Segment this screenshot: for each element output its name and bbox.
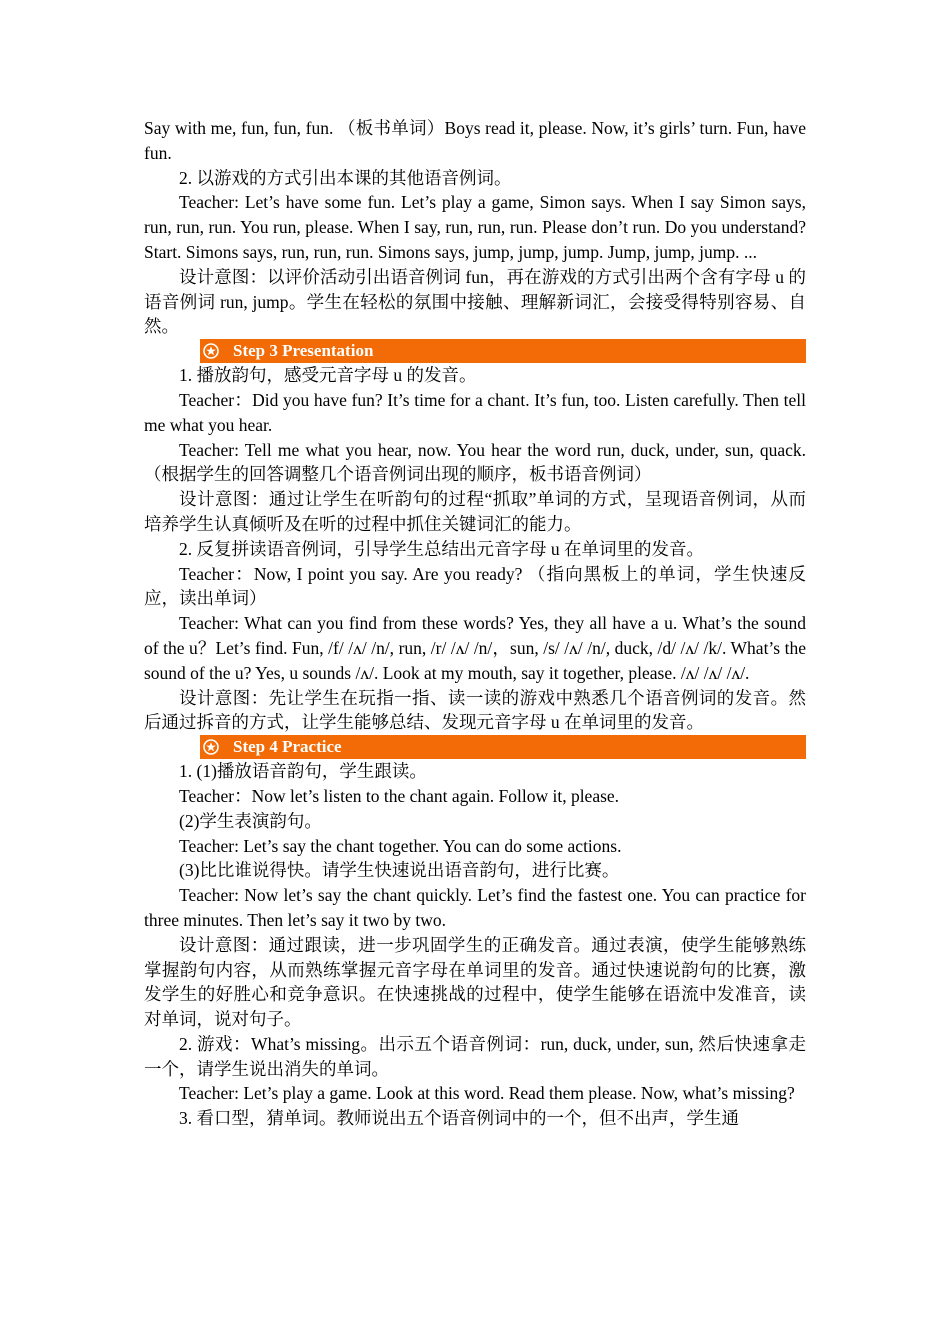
step-4-label: Step 4 Practice xyxy=(233,737,342,757)
paragraph: Teacher: Let’s play a game. Look at this word. Read them please. Now, what’s missing? xyxy=(179,1083,795,1104)
design-intent-paragraph: 设计意图：先让学生在玩指一指、读一读的游戏中熟悉几个语音例词的发音。然后通过拆音的方式，让学生能够总结、发现元音字母 u 在单词里的发音。 xyxy=(144,687,806,733)
paragraph: Teacher：Now, I point you say. Are you ready? （指向黑板上的单词，学生快速反应，读出单词） xyxy=(144,563,806,609)
paragraph: Say with me, fun, fun, fun. （板书单词）Boys read it, please. Now, it’s girls’ turn. Fun, have fun. xyxy=(144,118,806,163)
paragraph: (2)学生表演韵句。 xyxy=(179,810,322,831)
design-intent-paragraph: 设计意图：以评价活动引出语音例词 fun，再在游戏的方式引出两个含有字母 u 的语音例词 run, jump。学生在轻松的氛围中接触、理解新词汇，会接受得特别容易、自然。 xyxy=(144,266,806,337)
paragraph: 2. 以游戏的方式引出本课的其他语音例词。 xyxy=(179,167,512,188)
paragraph: 1. 播放韵句，感受元音字母 u 的发音。 xyxy=(179,365,477,386)
document-page xyxy=(144,116,806,1131)
star-circle-icon xyxy=(203,343,219,359)
star-circle-icon xyxy=(203,739,219,755)
paragraph: Teacher：Now let’s listen to the chant again. Follow it, please. xyxy=(179,785,620,806)
paragraph: Teacher: Tell me what you hear, now. You hear the word run, duck, under, sun, quack. （根据学生的回答调整几个语音例词出现的顺序，板书语音例词） xyxy=(144,439,806,485)
design-intent-paragraph: 设计意图：通过让学生在听韵句的过程“抓取”单词的方式，呈现语音例词，从而培养学生认真倾听及在听的过程中抓住关键词汇的能力。 xyxy=(144,489,806,534)
paragraph: Teacher: Let’s say the chant together. You can do some actions. xyxy=(179,835,622,856)
paragraph: Teacher: Now let’s say the chant quickly. Let’s find the fastest one. You can practice for three minutes. Then let’s say it two by two. xyxy=(144,885,806,930)
paragraph: Teacher: What can you find from these words? Yes, they all have a u. What’s the sound of the u？Let’s find. Fun, /f/ /ʌ/ /n/, run, /r/ /ʌ/ /n/，sun, /s/ /ʌ/ /n/, duck, /d/ /ʌ/ /k/. What’s the sound of the u? Yes, u sounds /ʌ/. Look at my mouth, say it together, please. /ʌ/ /ʌ/ /ʌ/. xyxy=(144,613,806,683)
design-intent-paragraph: 设计意图：通过跟读，进一步巩固学生的正确发音。通过表演，使学生能够熟练掌握韵句内容，从而熟练掌握元音字母在单词里的发音。通过快速说韵句的比赛，激发学生的好胜心和竞争意识。在快速挑战的过程中，使学生能够在语流中发准音，读对单词，说对句子。 xyxy=(144,934,806,1030)
paragraph: 2. 反复拼读语音例词，引导学生总结出元音字母 u 在单词里的发音。 xyxy=(179,538,704,559)
paragraph: 2. 游戏：What’s missing。出示五个语音例词：run, duck, under, sun, 然后快速拿走一个，请学生说出消失的单词。 xyxy=(144,1033,806,1079)
step-4-heading xyxy=(200,735,806,759)
paragraph: Teacher：Did you have fun? It’s time for a chant. It’s fun, too. Listen carefully. Then tell me what you hear. xyxy=(144,389,806,435)
step-3-heading xyxy=(200,339,806,363)
paragraph: (3)比比谁说得快。请学生快速说出语音韵句，进行比赛。 xyxy=(179,860,620,881)
step-3-label: Step 3 Presentation xyxy=(233,341,374,361)
paragraph: Teacher: Let’s have some fun. Let’s play a game, Simon says. When I say Simon says, run, run, run. You run, please. When I say, run, run, run. Please don’t run. Do you understand? Start. Simons says, run, run, run. Simons says, jump, jump, jump. Jump, jump, jump. ... xyxy=(144,192,806,262)
paragraph: 1. (1)播放语音韵句，学生跟读。 xyxy=(179,761,427,782)
paragraph: 3. 看口型，猜单词。教师说出五个语音例词中的一个，但不出声，学生通 xyxy=(179,1108,739,1129)
